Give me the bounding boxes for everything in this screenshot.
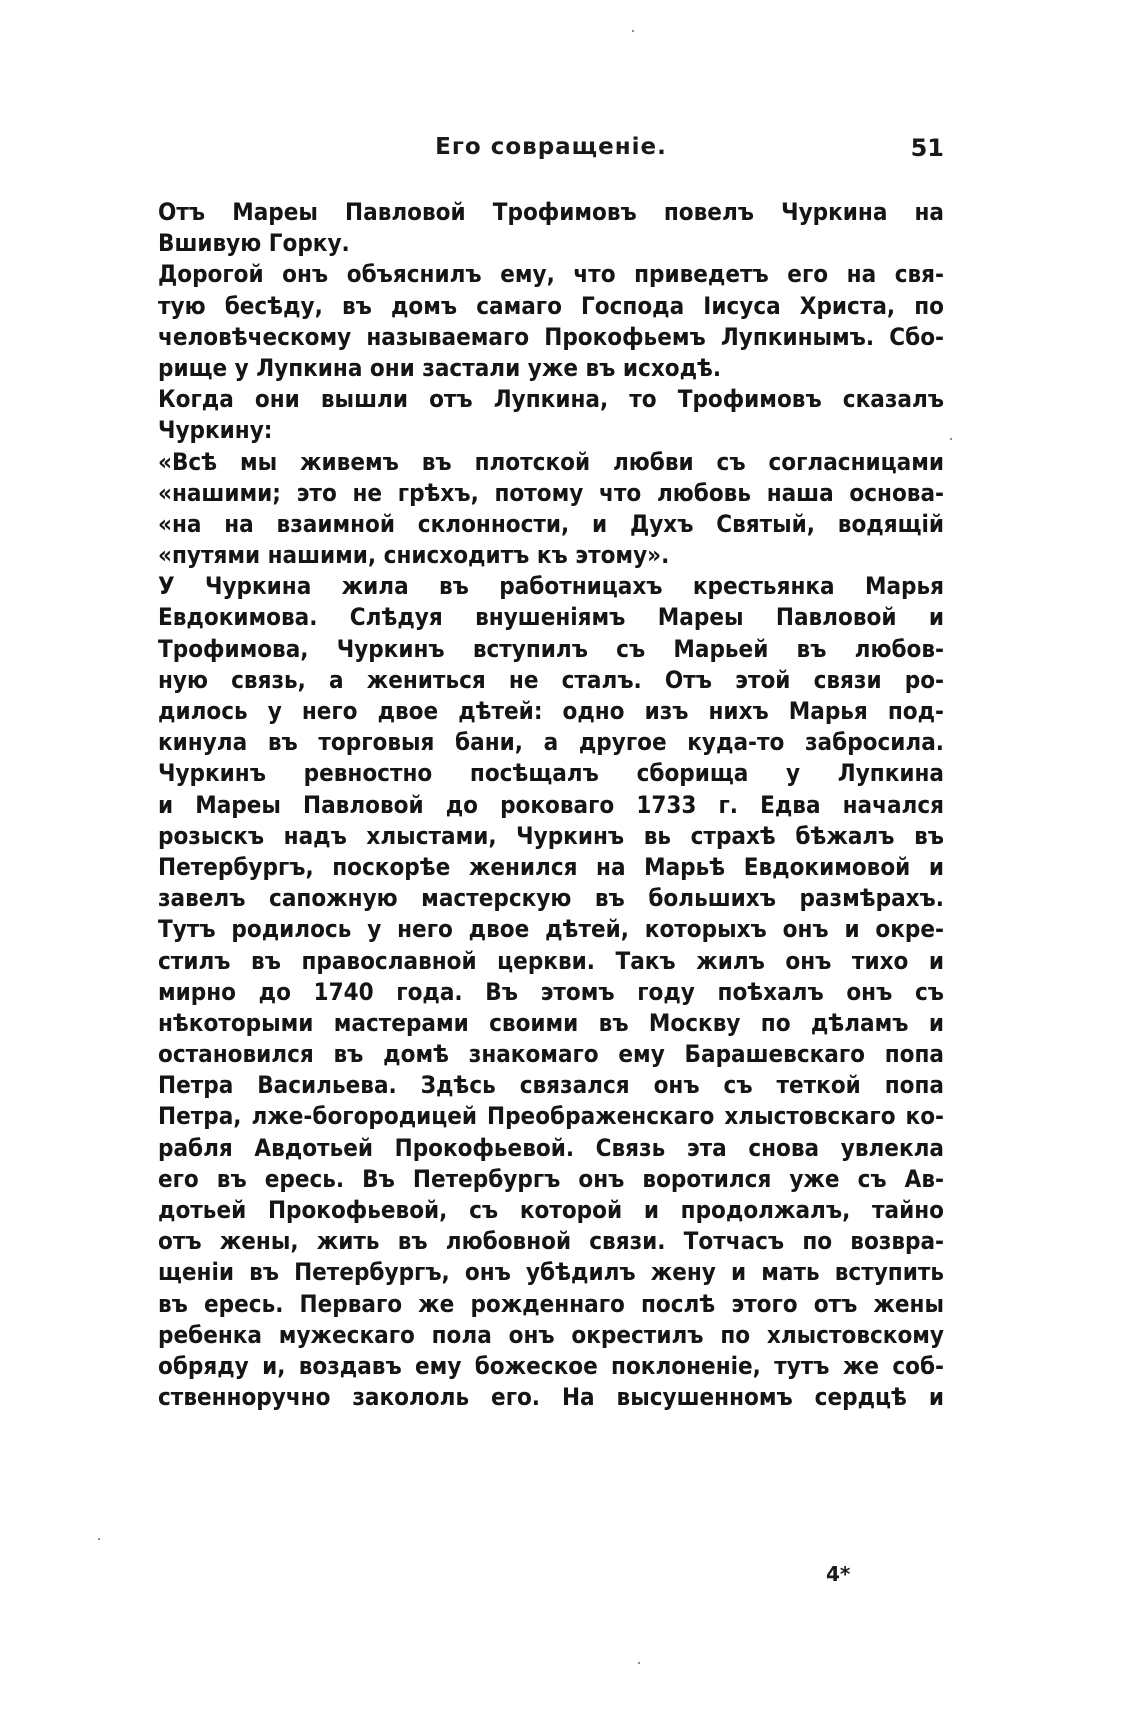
page-number: 51 <box>910 134 944 162</box>
text-line: остановился въ домѣ знакомаго ему Барашевскаго попа <box>158 1040 944 1069</box>
scan-speck <box>950 438 952 440</box>
text-line: рище у Лупкина они застали уже въ исходѣ. <box>158 353 722 382</box>
text-line: рабля Авдотьей Прокофьевой. Связь эта снова увлекла <box>158 1133 944 1162</box>
running-title: Его совращеніе. <box>435 134 667 160</box>
text-line: ную связь, а жениться не сталъ. Отъ этой связи ро- <box>158 665 944 694</box>
text-line: «на на взаимной склонности, и Духъ Святый, водящій <box>158 509 944 538</box>
text-line: человѣческому называемаго Прокофьемъ Лупкинымъ. Сбо- <box>158 322 944 351</box>
text-line: ребенка мужескаго пола онъ окрестилъ по хлыстовскому <box>158 1320 944 1349</box>
signature-mark: 4* <box>826 1562 851 1586</box>
body-text <box>158 197 944 1413</box>
text-line: ственноручно закололь его. На высушенномъ сердцѣ и <box>158 1383 944 1412</box>
scan-speck <box>98 1538 100 1540</box>
text-line: дотьей Прокофьевой, съ которой и продолжалъ, тайно <box>158 1196 944 1224</box>
scan-speck <box>632 30 634 32</box>
text-line: дилось у него двое дѣтей: одно изъ нихъ Марья под- <box>158 697 944 725</box>
text-line: У Чуркина жила въ работницахъ крестьянка Марья <box>158 572 944 601</box>
text-line: кинула въ торговыя бани, а другое куда-то забросила. <box>158 728 944 757</box>
text-line: Тутъ родилось у него двое дѣтей, которыхъ онъ и окре- <box>158 915 944 944</box>
text-line: розыскъ надъ хлыстами, Чуркинъ вь страхѣ бѣжалъ въ <box>158 821 944 850</box>
text-line: Петербургъ, поскорѣе женился на Марьѣ Евдокимовой и <box>158 852 944 881</box>
text-line: и Мареы Павловой до роковаго 1733 г. Едва начался <box>158 790 944 819</box>
text-line: «Всѣ мы живемъ въ плотской любви съ согласницами <box>158 447 944 476</box>
text-line: тую бесѣду, въ домъ самаго Господа Іисуса Христа, по <box>158 291 944 320</box>
text-line: Петра, лже-богородицей Преображенскаго хлыстовскаго ко- <box>158 1102 944 1131</box>
text-line: Евдокимова. Слѣдуя внушеніямъ Мареы Павловой и <box>158 603 944 632</box>
text-line: Чуркинъ ревностно посѣщалъ сборища у Лупкина <box>158 759 944 788</box>
text-line: Трофимова, Чуркинъ вступилъ съ Марьей въ любов- <box>158 634 944 663</box>
text-line: Когда они вышли отъ Лупкина, то Трофимовъ сказалъ <box>158 385 944 414</box>
text-line: стилъ въ православной церкви. Такъ жилъ онъ тихо и <box>158 946 944 975</box>
text-line: «нашими; это не грѣхъ, потому что любовь наша основа- <box>158 478 944 507</box>
text-line: въ ересь. Перваго же рожденнаго послѣ этого отъ жены <box>158 1289 944 1318</box>
text-line: обряду и, воздавъ ему божеское поклоненіе, тутъ же соб- <box>158 1351 944 1380</box>
text-line: отъ жены, жить въ любовной связи. Тотчасъ по возвра- <box>158 1227 944 1256</box>
text-line: «путями нашими, снисходитъ къ этому». <box>158 541 670 570</box>
page-header <box>158 134 944 174</box>
text-line: Вшивую Горку. <box>158 229 350 258</box>
text-line: его въ ересь. Въ Петербургъ онъ воротился уже съ Ав- <box>158 1164 944 1193</box>
text-line: завелъ сапожную мастерскую въ большихъ размѣрахъ. <box>158 884 944 913</box>
text-line: щеніи въ Петербургъ, онъ убѣдилъ жену и мать вступить <box>158 1258 944 1287</box>
text-line: Чуркину: <box>158 416 273 445</box>
text-line: Дорогой онъ объяснилъ ему, что приведетъ его на свя- <box>158 260 944 289</box>
text-line: Отъ Мареы Павловой Трофимовъ повелъ Чуркина на <box>158 198 944 226</box>
text-line: Петра Васильева. Здѣсь связался онъ съ теткой попа <box>158 1071 944 1100</box>
scan-speck <box>638 1662 640 1664</box>
text-line: нѣкоторыми мастерами своими въ Москву по дѣламъ и <box>158 1008 944 1037</box>
text-line: мирно до 1740 года. Въ этомъ году поѣхалъ онъ съ <box>158 977 944 1006</box>
